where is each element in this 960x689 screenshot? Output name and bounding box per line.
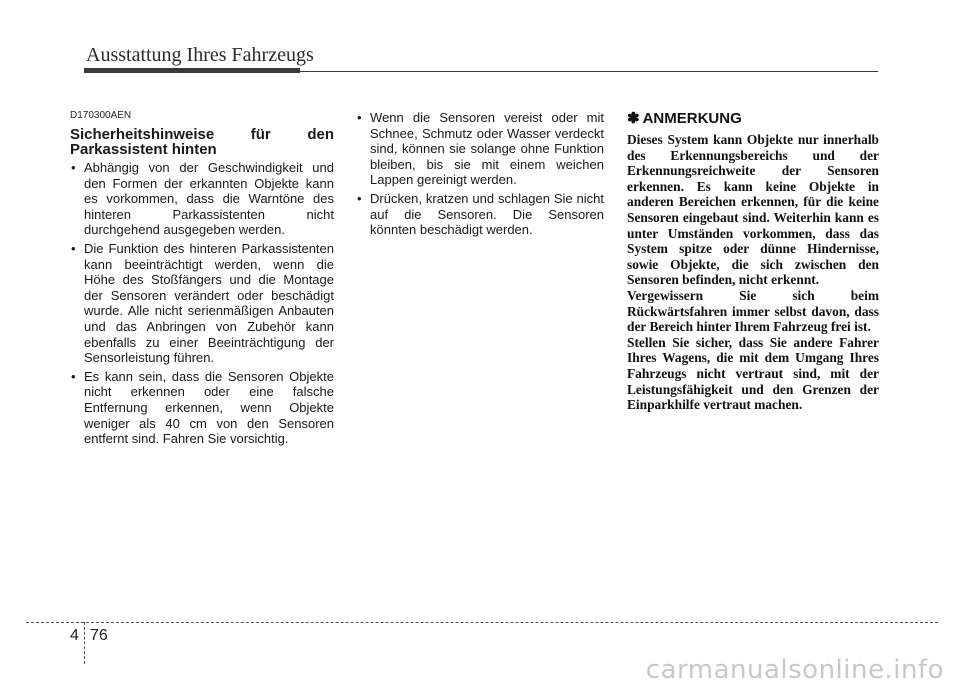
section-title: Sicherheitshinweise für den Parkassistent hinten: [70, 126, 334, 158]
bullet-icon: •: [71, 160, 76, 175]
header-rule-thick: [84, 68, 300, 73]
chapter-number: 4: [70, 627, 79, 644]
note-star-icon: ✽: [627, 110, 640, 127]
bullet-icon: •: [71, 240, 76, 256]
bullet-icon: •: [357, 190, 362, 206]
list-item-text: Wenn die Sensoren vereist oder mit Schnee, Schmutz oder Wasser verdeckt sind, können sie solange ohne Funktion bleiben, bis sie mit einem weichen Lappen gereinigt werden.: [370, 110, 604, 188]
list-item: [356, 110, 604, 188]
list-item: [356, 191, 604, 238]
bullet-icon: •: [71, 368, 76, 384]
bullet-list: [70, 160, 334, 447]
list-item-text: Drücken, kratzen und schlagen Sie nicht auf die Sensoren. Die Sensoren könnten beschädigt werden.: [370, 190, 604, 238]
list-item: [70, 160, 334, 238]
bullet-list: [356, 110, 604, 238]
section-code: D170300AEN: [70, 110, 132, 121]
list-item-text: Es kann sein, dass die Sensoren Objekte nicht erkennen oder eine falsche Entfernung erkennen, wenn Objekte weniger als 40 cm von den Sensoren entfernt sind. Fahren Sie vorsichtig.: [84, 368, 334, 447]
note-body: [627, 132, 879, 413]
footer-divider: [84, 622, 85, 664]
header-rule-thin: [300, 71, 878, 72]
note-title: ANMERKUNG: [642, 110, 742, 127]
column-right-note: [627, 110, 879, 413]
note-paragraph: Dieses System kann Objekte nur innerhalb des Erkennungsbereichs und der Erkennungsreichweite der Sensoren erkennen. Es kann keine Objekte in anderen Bereichen erkennen, für die keine Sensoren eingebaut sind. Weiterhin kann es unter Umständen vorkommen, dass das System spitze oder dünne Hindernisse, sowie Objekte, die sich zwischen den Sensoren befinden, nicht erkennt.: [627, 132, 879, 288]
column-middle: [356, 110, 604, 241]
list-item-text: Abhängig von der Geschwindigkeit und den Formen der erkannten Objekte kann es vorkommen, dass die Warntöne des hinteren Parkassistenten nicht durchgehend ausgegeben werden.: [84, 160, 334, 238]
header-title: Ausstattung Ihres Fahrzeugs: [86, 44, 314, 66]
bullet-icon: •: [357, 110, 362, 125]
page-number: 76: [90, 627, 108, 644]
watermark: carmanualsonline.info: [645, 655, 944, 685]
column-left: [70, 110, 334, 450]
note-paragraph: Vergewissern Sie sich beim Rückwärtsfahren immer selbst davon, dass der Bereich hinter Ihrem Fahrzeug frei ist.: [627, 287, 879, 335]
note-heading: [627, 110, 879, 128]
list-item-text: Die Funktion des hinteren Parkassistenten kann beeinträchtigt werden, wenn die Höhe des Stoßfängers und die Montage der Sensoren verändert oder beschädigt wurde. Alle nicht serienmäßigen Anbauten und das Anbringen von Zubehör kann ebenfalls zu einer Beeinträchtigung der Sensorleistung führen.: [84, 240, 334, 366]
list-item: [70, 241, 334, 366]
list-item: [70, 369, 334, 447]
footer-rule: [26, 622, 938, 623]
note-paragraph: Stellen Sie sicher, dass Sie andere Fahrer Ihres Wagens, die mit dem Umgang Ihres Fahrzeugs nicht vertraut sind, mit der Leistungsfähigkeit und den Grenzen der Einparkhilfe vertraut machen.: [627, 334, 879, 413]
